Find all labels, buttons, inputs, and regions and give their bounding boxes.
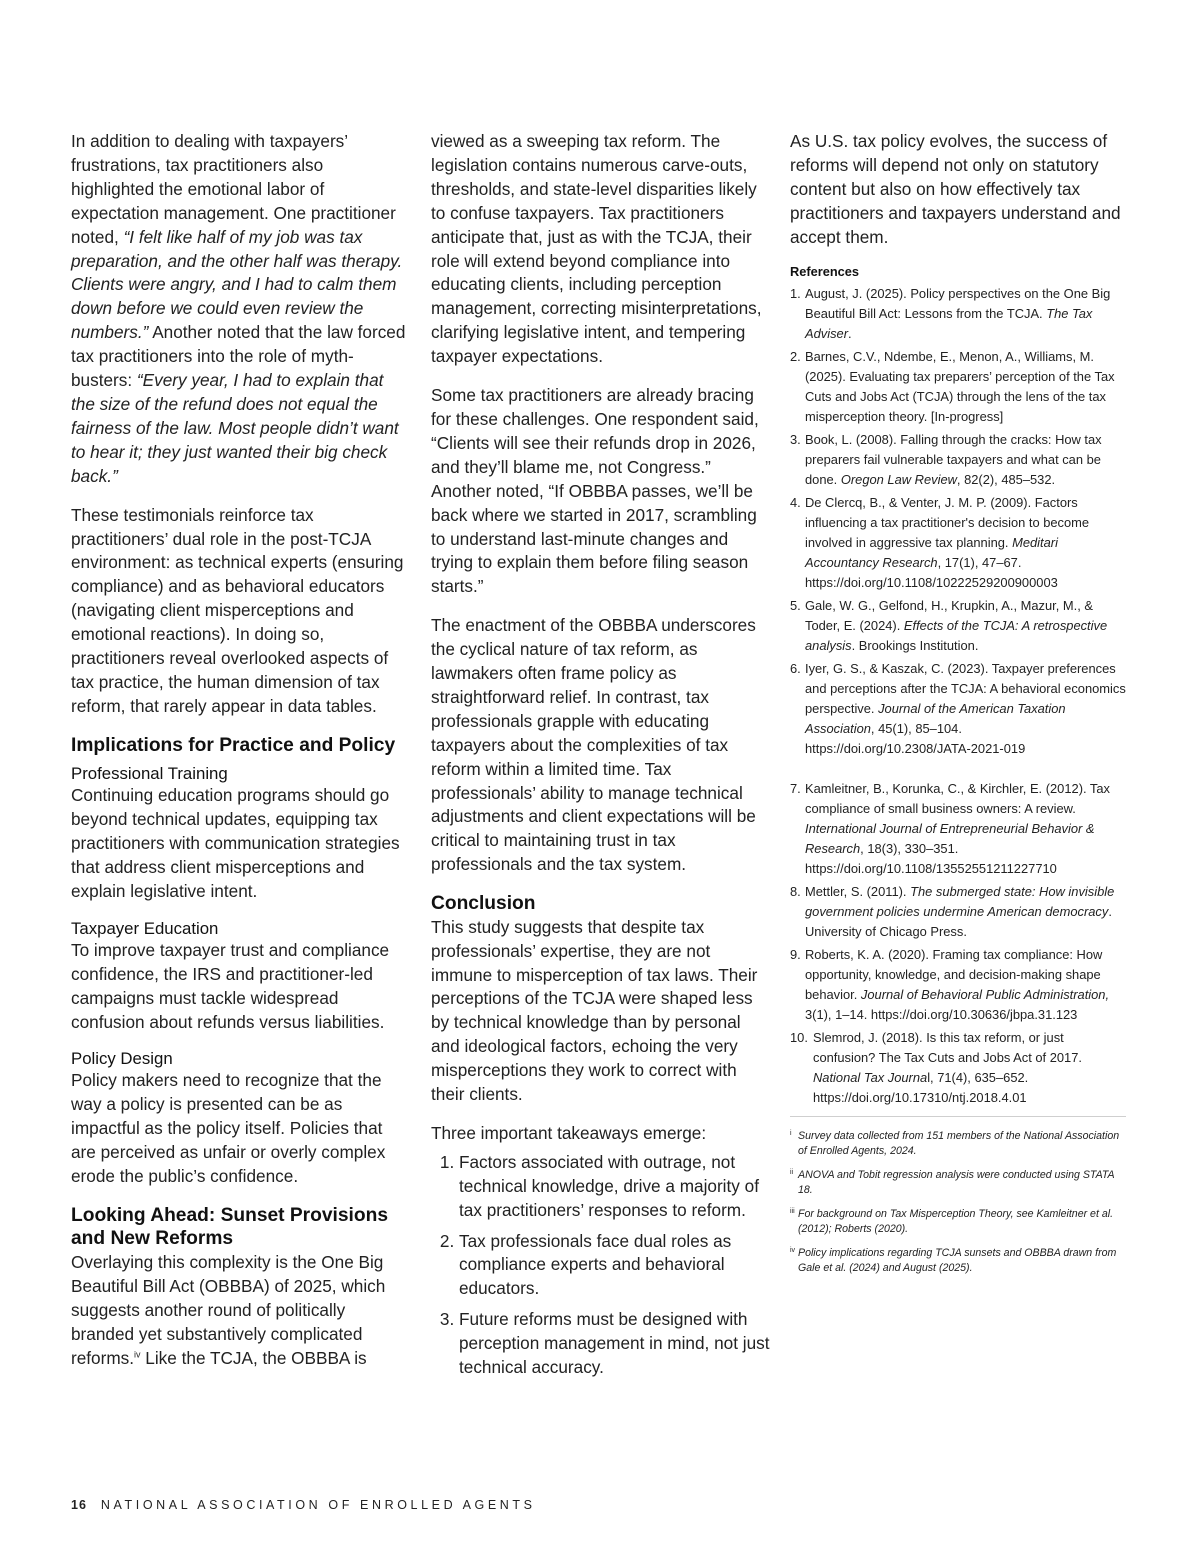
footnote-item: iii For background on Tax Misperception Theory, see Kamleitner et al. (2012); Roberts (2020).: [790, 1207, 1114, 1236]
reference-item: 2. Barnes, C.V., Ndembe, E., Menon, A., Williams, M. (2025). Evaluating tax preparers’ perception of the Tax Cuts and Jobs Act (TCJA) through the lens of the tax misperception theory. [In-progress]: [790, 348, 1115, 424]
page-footer: [71, 1498, 536, 1512]
quote-refund: “Every year, I had to explain that the size of the refund does not equal the fairness of the law. Most people didn’t want to hear it; they just wanted their big check back.”: [71, 370, 399, 486]
footnote-item: iv Policy implications regarding TCJA sunsets and OBBBA drawn from Gale et al. (2024) and August (2025).: [790, 1246, 1117, 1275]
reference-item: 10. Slemrod, J. (2018). Is this tax reform, or just confusion? The Tax Cuts and Jobs Act of 2017. National Tax Journal, 71(4), 635–652. https://doi.org/10.17310/ntj.2018.4.01: [790, 1029, 1082, 1105]
paragraph-obbba-reform: viewed as a sweeping tax reform. The legislation contains numerous carve-outs, thresholds, and state-level disparities likely to confuse taxpayers. Tax practitioners anticipate that, just as with the TCJA, their role will extend beyond compliance into educating clients, including perception management, correcting misinterpretations, clarifying legislative intent, and tempering taxpayer expectations.: [431, 131, 762, 367]
heading-conclusion: Conclusion: [431, 893, 536, 915]
paragraph-takeaways-intro: Three important takeaways emerge:: [431, 1122, 707, 1143]
footnote-item: ii ANOVA and Tobit regression analysis were conducted using STATA 18.: [790, 1168, 1115, 1197]
paragraph-testimonials: These testimonials reinforce tax practitioners’ dual role in the post-TCJA environment: as technical experts (ensuring compliance) and as behavioral educators (navigating client misperceptions and emotional reactions). In doing so, practitioners reveal overlooked aspects of tax practice, the human dimension of tax reform, that rarely appear in data tables.: [71, 504, 404, 716]
subheading-policy-design: Policy Design: [71, 1049, 173, 1069]
takeaways-list: [431, 1151, 773, 1380]
paragraph-policy-design: Policy makers need to recognize that the way a policy is presented can be as impactful as the policy itself. Policies that are perceived as unfair or overly complex erode the public’s confidence.: [71, 1070, 386, 1187]
footnote-marker-iv[interactable]: iv: [134, 1348, 141, 1359]
paragraph-looking-ahead: Overlaying this complexity is the One Big Beautiful Bill Act (OBBBA) of 2025, which suggests another round of politically branded yet substantively complicated reforms.$^{iv}$ Like the TCJA, the OBBBA is: [71, 1251, 386, 1368]
reference-item: 7. Kamleitner, B., Korunka, C., & Kirchler, E. (2012). Tax compliance of small business owners: A review. International Journal of Entrepreneurial Behavior & Research, 18(3), 330–351. https://doi.org/10.1108/13552551211227710: [790, 780, 1110, 876]
subheading-taxpayer-education: Taxpayer Education: [71, 918, 219, 938]
paragraph-conclusion: This study suggests that despite tax professionals’ expertise, they are not immune to misperception of tax laws. Their perceptions of the TCJA were shaped less by technical knowledge than by personal and ideological factors, echoing the very misperceptions they work to correct with their clients.: [431, 916, 758, 1105]
reference-item: 5. Gale, W. G., Gelfond, H., Krupkin, A., Mazur, M., & Toder, E. (2024). Effects of the TCJA: A retrospective analysis. Brookings Institution.: [790, 597, 1108, 653]
reference-item: 3. Book, L. (2008). Falling through the cracks: How tax preparers fail vulnerable taxpayers and what can be done. Oregon Law Review, 82(2), 485–532.: [790, 431, 1102, 487]
paragraph-professional-training: Continuing education programs should go beyond technical updates, equipping tax practitioners with communication strategies that address client misperceptions and explain legislative intent.: [71, 785, 400, 901]
reference-item: 4. De Clercq, B., & Venter, J. M. P. (2009). Factors influencing a tax practitioner's decision to become involved in aggressive tax planning. Meditari Accountancy Research, 17(1), 47–67. https://doi.org/10.1108/10222529200900003: [790, 494, 1090, 590]
reference-item: 6. Iyer, G. S., & Kaszak, C. (2023). Taxpayer preferences and perceptions after the TCJA: A behavioral economics perspective. Journal of the American Taxation Association, 45(1), 85–104. https://doi.org/10.2308/JATA-2021-019: [790, 660, 1126, 756]
subheading-professional-training: Professional Training: [71, 764, 228, 784]
column-left: [71, 130, 411, 1385]
reference-item: 9. Roberts, K. A. (2020). Framing tax compliance: How opportunity, knowledge, and decision-making shape behavior. Journal of Behavioral Public Administration, 3(1), 1–14. https://doi.org/10.30636/jbpa.31.123: [790, 946, 1110, 1022]
footnotes-divider: [790, 1116, 1126, 1117]
paragraph-policy-evolves: As U.S. tax policy evolves, the success of reforms will depend not only on statutory content but also on how effectively tax practitioners and taxpayers understand and accept them.: [790, 131, 1121, 247]
list-item: 1. Factors associated with outrage, not technical knowledge, drive a majority of tax practitioners’ responses to reform.: [459, 1151, 773, 1223]
paragraph-bracing: Some tax practitioners are already bracing for these challenges. One respondent said, “Clients will see their refunds drop in 2026, and they’ll blame me, not Congress.” Another noted, “If OBBBA passes, we’ll be back where we started in 2017, scrambling to understand last-minute changes and trying to explain them before filing season starts.”: [431, 385, 759, 597]
references-list-continued: [790, 779, 1126, 1108]
reference-item: 8. Mettler, S. (2011). The submerged state: How invisible government policies undermine American democracy. University of Chicago Press.: [790, 883, 1115, 939]
paragraph-enactment: The enactment of the OBBBA underscores the cyclical nature of tax reform, as lawmakers often frame policy as straightforward relief. In contrast, tax professionals grapple with educating taxpayers about the complexities of tax reform within a limited time. Tax professionals’ ability to manage technical adjustments and client expectations will be critical to maintaining trust in tax professionals and the tax system.: [431, 615, 756, 875]
publication-name: NATIONAL ASSOCIATION OF ENROLLED AGENTS: [100, 1498, 536, 1512]
page-number: 16: [71, 1498, 87, 1512]
paragraph-emotional-labor: In addition to dealing with taxpayers’ frustrations, tax practitioners also highlighted the emotional labor of expectation management. One practitioner noted, “I felt like half of my job was tax preparation, and the other half was therapy. Clients were angry, and I had to calm them down before we could even review the numbers.” Another noted that the law forced tax practitioners into the role of myth-busters: “Every year, I had to explain that the size of the refund does not equal the fairness of the law. Most people didn’t want to hear it; they just wanted their big check back.”: [71, 131, 406, 486]
column-right: [790, 130, 1126, 1285]
reference-gap: [790, 762, 1126, 779]
reference-item: 1. August, J. (2025). Policy perspectives on the One Big Beautiful Bill Act: Lessons from the TCJA. The Tax Adviser.: [790, 285, 1111, 341]
list-item: 2. Tax professionals face dual roles as compliance experts and behavioral educators.: [459, 1230, 773, 1302]
references-list: [790, 284, 1126, 759]
footnote-item: i Survey data collected from 151 members of the National Association of Enrolled Agents, 2024.: [790, 1129, 1120, 1158]
list-item: 3. Future reforms must be designed with perception management in mind, not just technical accuracy.: [459, 1308, 773, 1380]
heading-implications: Implications for Practice and Policy: [71, 734, 396, 756]
heading-looking-ahead: Looking Ahead: Sunset Provisions and New Reforms: [71, 1204, 388, 1250]
footnotes: [790, 1129, 1126, 1277]
paragraph-taxpayer-education: To improve taxpayer trust and compliance confidence, the IRS and practitioner-led campaigns must tackle widespread confusion about refunds versus liabilities.: [71, 939, 390, 1032]
quote-therapy: “I felt like half of my job was tax preparation, and the other half was therapy. Clients were angry, and I had to calm them down before we could even review the numbers.”: [71, 226, 403, 343]
references-heading: References: [790, 263, 860, 279]
column-middle: [431, 130, 773, 1387]
